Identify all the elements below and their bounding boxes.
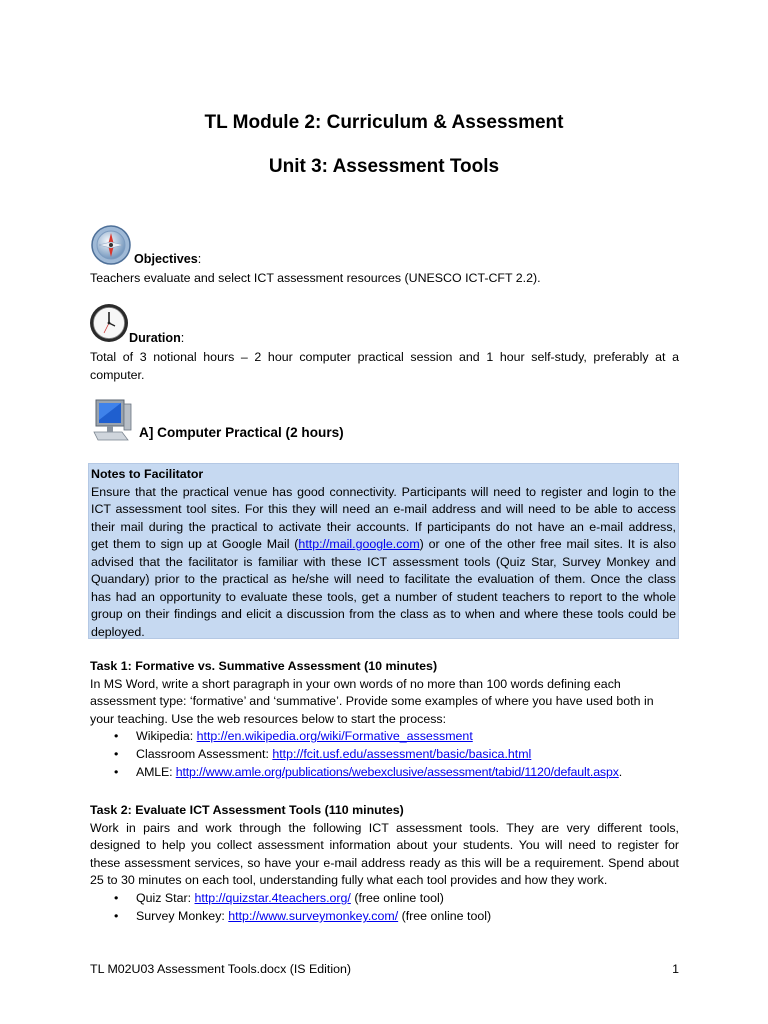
objectives-colon: : <box>197 252 202 266</box>
notes-line: Quandary) prior to the practical as he/she will need to facilitate the evaluation of them. Once the class <box>91 572 676 586</box>
objectives-label: Objectives <box>134 252 198 266</box>
task1-line: assessment type: ‘formative’ and ‘summative’. Provide some examples of where you have used both in <box>90 694 654 708</box>
footer-filename: TL M02U03 Assessment Tools.docx (IS Edition) <box>90 962 352 976</box>
notes-box <box>88 463 679 639</box>
list-item-label: Classroom Assessment: <box>136 747 273 761</box>
objectives-text: Teachers evaluate and select ICT assessment resources (UNESCO ICT-CFT 2.2). <box>90 271 541 285</box>
task2-line: Work in pairs and work through the following ICT assessment tools. They are very different tools, <box>90 821 679 835</box>
compass-icon <box>90 224 132 271</box>
notes-heading: Notes to Facilitator <box>91 467 204 481</box>
bullet-icon: • <box>114 765 119 779</box>
notes-text: get them to sign up at Google Mail ( <box>91 537 299 551</box>
list-item-label: AMLE: <box>136 765 176 779</box>
notes-line: Ensure that the practical venue has good connectivity. Participants will need to register and login to the <box>91 484 676 499</box>
google-mail-link[interactable]: http://mail.google.com <box>298 537 420 551</box>
notes-line: their mail during the practical to activate their accounts. If participants do not have an e-mail address, <box>91 519 676 534</box>
task1-line: In MS Word, write a short paragraph in your own words of no more than 100 words defining each <box>90 677 621 691</box>
duration-label: Duration <box>129 331 181 345</box>
quizstar-link[interactable]: http://quizstar.4teachers.org/ <box>194 891 351 905</box>
wikipedia-link[interactable]: http://en.wikipedia.org/wiki/Formative_assessment <box>196 729 473 743</box>
notes-line: advised that the facilitator is familiar with these ICT assessment tools (Quiz Star, Survey Monkey and <box>91 554 676 569</box>
objectives-heading <box>134 252 201 266</box>
task2-heading: Task 2: Evaluate ICT Assessment Tools (110 minutes) <box>90 803 404 817</box>
bullet-icon: • <box>114 747 119 761</box>
task2-line: designed to help you collect assessment information about your students. You will need to register for <box>90 838 679 852</box>
duration-line1: Total of 3 notional hours – 2 hour computer practical session and 1 hour self-study, preferably at a <box>90 350 679 364</box>
list-item-after: (free online tool) <box>350 891 444 905</box>
unit-title: Unit 3: Assessment Tools <box>268 156 500 177</box>
notes-text: ) or one of the other free mail sites. It is also <box>419 537 676 551</box>
task1-heading: Task 1: Formative vs. Summative Assessment (10 minutes) <box>90 659 438 673</box>
task1-line: your teaching. Use the web resources below to start the process: <box>90 712 447 726</box>
bullet-icon: • <box>114 909 119 923</box>
list-item-after: (free online tool) <box>398 909 492 923</box>
list-item-label: Survey Monkey: <box>136 909 229 923</box>
bullet-icon: • <box>114 729 119 743</box>
page-number: 1 <box>672 962 679 976</box>
list-item-after: . <box>618 765 623 779</box>
duration-line2: computer. <box>90 368 145 382</box>
document-title: TL Module 2: Curriculum & Assessment <box>204 112 564 133</box>
notes-line: has had an opportunity to evaluate these tools, get a number of student teachers to report to the whole <box>91 589 676 604</box>
practical-heading: A] Computer Practical (2 hours) <box>139 425 344 440</box>
computer-icon <box>92 398 134 447</box>
notes-line: group on their findings and elicit a discussion from the class as to when and where these tools could be <box>91 607 676 621</box>
task2-line: these assessment services, so have your e-mail address ready as this will be a requirement. Spend about <box>90 856 679 870</box>
clock-icon <box>88 302 130 349</box>
duration-heading <box>129 331 184 345</box>
bullet-icon: • <box>114 891 119 905</box>
notes-line: ICT assessment tool sites. For this they will need an e-mail address and will need to be able to access <box>91 502 676 516</box>
list-item-label: Wikipedia: <box>136 729 197 743</box>
notes-line: deployed. <box>91 624 145 639</box>
amle-link[interactable]: http://www.amle.org/publications/webexclusive/assessment/tabid/1120/default.aspx <box>175 765 619 779</box>
list-item-label: Quiz Star: <box>136 891 195 905</box>
classroom-assessment-link[interactable]: http://fcit.usf.edu/assessment/basic/basica.html <box>272 747 532 761</box>
notes-line-with-link <box>91 536 676 554</box>
surveymonkey-link[interactable]: http://www.surveymonkey.com/ <box>228 909 399 923</box>
duration-colon: : <box>180 331 185 345</box>
task2-line: 25 to 30 minutes on each tool, understanding fully what each tool provides and how they work. <box>90 873 608 887</box>
